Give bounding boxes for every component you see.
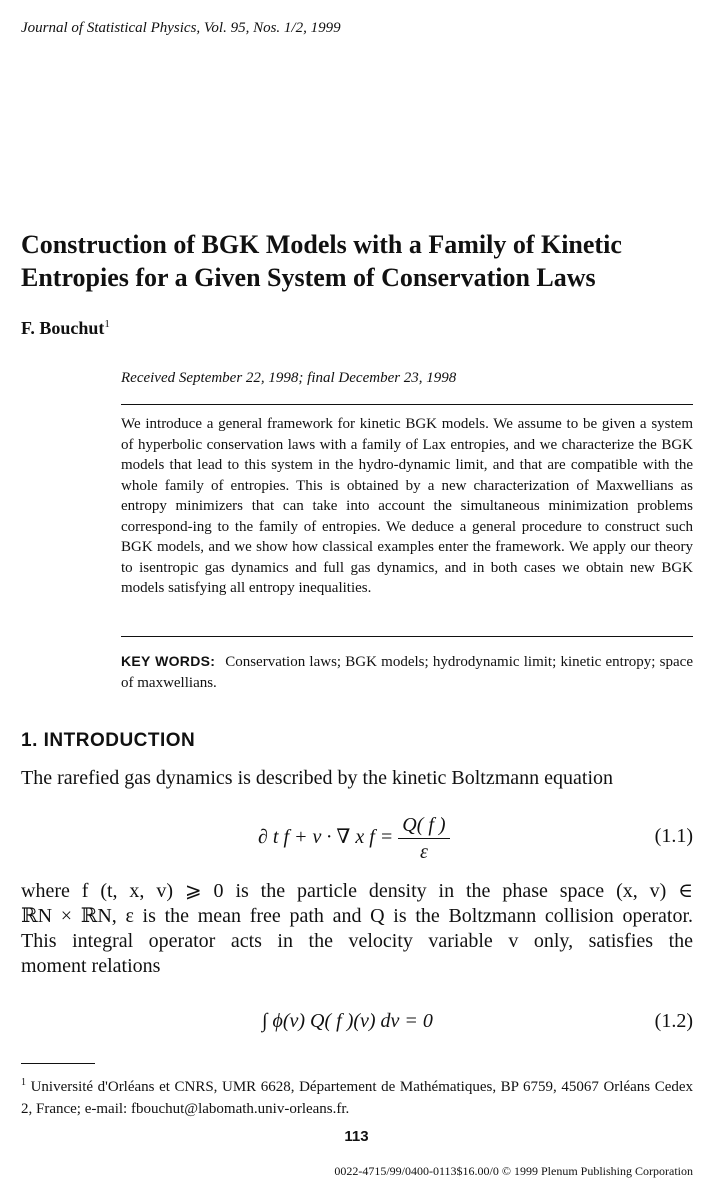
abstract-top-rule — [121, 404, 693, 405]
eq1-lhs: ∂ t f + v · ∇ x f = — [258, 826, 394, 849]
intro-paragraph-2-line-2: ℝN × ℝN, ε is the mean free path and Q is the Boltzmann collision operator. — [21, 905, 693, 927]
footnote — [21, 1072, 693, 1120]
keywords — [121, 651, 693, 693]
eq1-denominator: ε — [419, 841, 428, 863]
keywords-text: Conservation laws; BGK models; hydrodynamic limit; kinetic entropy; space of maxwellians. — [121, 654, 693, 691]
equation-1-2: ∫ ϕ(v) Q( f )(v) dv = 0 — [262, 1010, 433, 1032]
title-line-2: Entropies for a Given System of Conservation Laws — [21, 263, 596, 292]
intro-paragraph-2-line-4: moment relations — [21, 955, 161, 977]
intro-paragraph-2-line-3: This integral operator acts in the velocity variable v only, satisfies the — [21, 930, 693, 952]
author-footnote-mark[interactable]: 1 — [104, 318, 110, 330]
eq1-fraction — [398, 812, 449, 865]
journal-header: Journal of Statistical Physics, Vol. 95, Nos. 1/2, 1999 — [21, 20, 341, 36]
page-number: 113 — [344, 1128, 369, 1145]
copyright-line: 0022-4715/99/0400-0113$16.00/0 © 1999 Plenum Publishing Corporation — [334, 1164, 693, 1178]
abstract-bottom-rule — [121, 636, 693, 637]
received-dates: Received September 22, 1998; final December 23, 1998 — [121, 370, 457, 386]
equation-1-1-number: (1.1) — [654, 825, 693, 847]
author-name: F. Bouchut — [21, 318, 105, 338]
title-line-1: Construction of BGK Models with a Family of Kinetic — [21, 230, 622, 259]
abstract: We introduce a general framework for kinetic BGK models. We assume to be given a system of hyperbolic conservation laws with a family of Lax entropies, and we characterize the BGK models that lead to this system in the hydro-dynamic limit, and that are compatible with the whole family of entropies. This is obtained by a new characterization of Maxwellians as entropy minimizers that can take into account the simultaneous minimization problems correspond-ing to the family of entropies. We deduce a general procedure to construct such BGK models, and we show how classical examples enter the framework. We apply our theory to isentropic gas dynamics and full gas dynamics, and in both cases we obtain new BGK models satisfying all entropy inequalities. — [121, 416, 693, 596]
intro-paragraph-1: The rarefied gas dynamics is described by the kinetic Boltzmann equation — [21, 767, 614, 789]
intro-paragraph-2-line-1: where f (t, x, v) ⩾ 0 is the particle density in the phase space (x, v) ∈ — [21, 880, 693, 902]
footnote-rule — [21, 1063, 95, 1064]
footnote-text: Université d'Orléans et CNRS, UMR 6628, Département de Mathématiques, BP 6759, 45067 Orléans Cedex 2, France; e-mail: fbouchut@labomath.univ-orleans.fr. — [21, 1079, 694, 1117]
footnote-mark: 1 — [21, 1077, 26, 1088]
author — [21, 318, 110, 339]
article-title — [21, 228, 701, 294]
equation-1-1 — [258, 812, 450, 865]
section-heading: 1. INTRODUCTION — [21, 730, 196, 751]
eq1-numerator: Q( f ) — [398, 812, 449, 839]
keywords-label: KEY WORDS: — [121, 653, 216, 669]
equation-1-2-number: (1.2) — [654, 1010, 693, 1032]
